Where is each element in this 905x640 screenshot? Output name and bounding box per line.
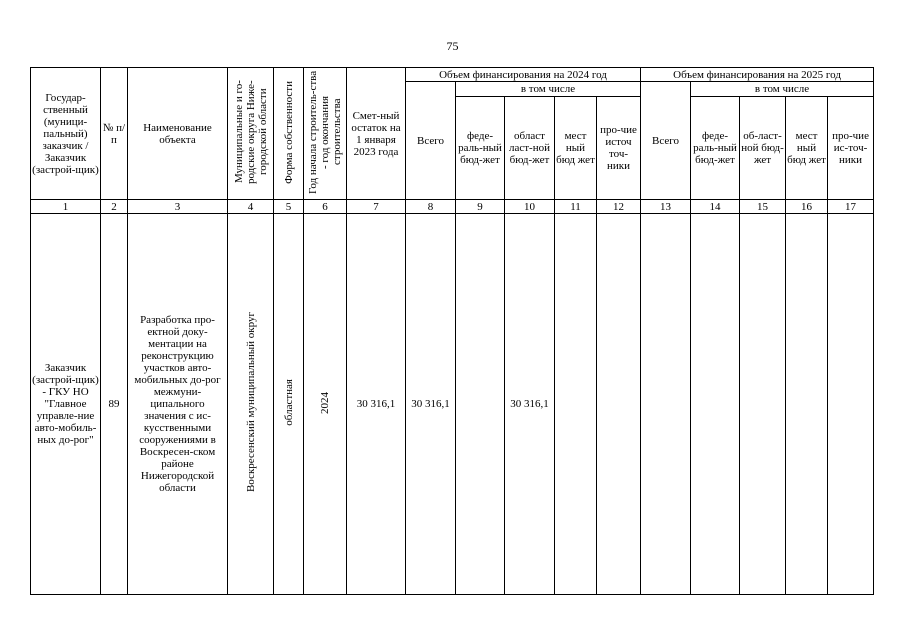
table-row xyxy=(31,214,874,595)
column-number: 11 xyxy=(555,200,597,214)
cell-ownership-text: областная xyxy=(282,379,295,426)
cell-object-name: Разработка про-ектной доку-ментации на реконструкцию участков авто-мобильных до-рог межмуни-ципального значения с ис-кусственными сооружениями в Воскресен-ском районе Нижегородской области xyxy=(128,214,228,595)
cell-local-2024 xyxy=(555,214,597,595)
cell-no: 89 xyxy=(101,214,128,595)
column-number: 15 xyxy=(740,200,786,214)
header-other-2024: про-чие источ точ-ники xyxy=(597,97,641,200)
cell-municipality-text: Воскресенский муниципальный округ xyxy=(244,312,257,493)
column-number: 4 xyxy=(228,200,274,214)
header-federal-2024: феде-раль-ный бюд-жет xyxy=(456,97,505,200)
header-regional-2024: област ласт-ной бюд-жет xyxy=(505,97,555,200)
header-financing-2025: Объем финансирования на 2025 год xyxy=(641,68,874,82)
header-local-2025: мест ный бюд жет xyxy=(786,97,828,200)
header-regional-2025: об-ласт-ной бюд-жет xyxy=(740,97,786,200)
cell-total-2025 xyxy=(641,214,691,595)
cell-years-text: 2024 xyxy=(319,391,331,414)
header-no: № п/ п xyxy=(101,68,128,200)
cell-other-2024 xyxy=(597,214,641,595)
header-local-2024: мест ный бюд жет xyxy=(555,97,597,200)
header-federal-2025: феде-раль-ный бюд-жет xyxy=(691,97,740,200)
header-municipality xyxy=(228,68,274,200)
column-number: 2 xyxy=(101,200,128,214)
header-object-name: Наименование объекта xyxy=(128,68,228,200)
column-number: 7 xyxy=(347,200,406,214)
column-number: 9 xyxy=(456,200,505,214)
header-financing-2024: Объем финансирования на 2024 год xyxy=(406,68,641,82)
cell-other-2025 xyxy=(828,214,874,595)
column-number-row xyxy=(31,200,874,214)
page-number: 75 xyxy=(446,39,459,53)
header-total-2025: Всего xyxy=(641,82,691,200)
header-other-2025: про-чие ис-точ-ники xyxy=(828,97,874,200)
header-including-2025: в том числе xyxy=(691,82,874,97)
column-number: 6 xyxy=(304,200,347,214)
cell-regional-2024: 30 316,1 xyxy=(505,214,555,595)
cell-ownership xyxy=(274,214,304,595)
column-number: 3 xyxy=(128,200,228,214)
header-years-text: Год начала строитель-ства - год окончания строительства xyxy=(307,70,343,194)
cell-regional-2025 xyxy=(740,214,786,595)
cell-federal-2024 xyxy=(456,214,505,595)
column-number: 14 xyxy=(691,200,740,214)
column-number: 17 xyxy=(828,200,874,214)
column-number: 8 xyxy=(406,200,456,214)
column-number: 16 xyxy=(786,200,828,214)
cell-municipality xyxy=(228,214,274,595)
header-remaining: Смет-ный остаток на 1 января 2023 года xyxy=(347,68,406,200)
header-customer: Государ-ственный (муници-пальный) заказчик / Заказчик (застрой-щик) xyxy=(31,68,101,200)
cell-customer: Заказчик (застрой-щик) - ГКУ НО "Главное управле-ние авто-мобиль-ных до-рог" xyxy=(31,214,101,595)
header-including-2024: в том числе xyxy=(456,82,641,97)
cell-remaining: 30 316,1 xyxy=(347,214,406,595)
header-years xyxy=(304,68,347,200)
cell-federal-2025 xyxy=(691,214,740,595)
header-ownership xyxy=(274,68,304,200)
header-ownership-text: Форма собственности xyxy=(282,80,295,184)
cell-total-2024: 30 316,1 xyxy=(406,214,456,595)
column-number: 12 xyxy=(597,200,641,214)
column-number: 1 xyxy=(31,200,101,214)
header-municipality-text: Муниципальные и го-родские округа Ниже-городской области xyxy=(232,80,269,184)
column-number: 13 xyxy=(641,200,691,214)
column-number: 10 xyxy=(505,200,555,214)
column-number: 5 xyxy=(274,200,304,214)
header-total-2024: Всего xyxy=(406,82,456,200)
financing-table xyxy=(30,67,874,595)
cell-local-2025 xyxy=(786,214,828,595)
cell-years xyxy=(304,214,347,595)
